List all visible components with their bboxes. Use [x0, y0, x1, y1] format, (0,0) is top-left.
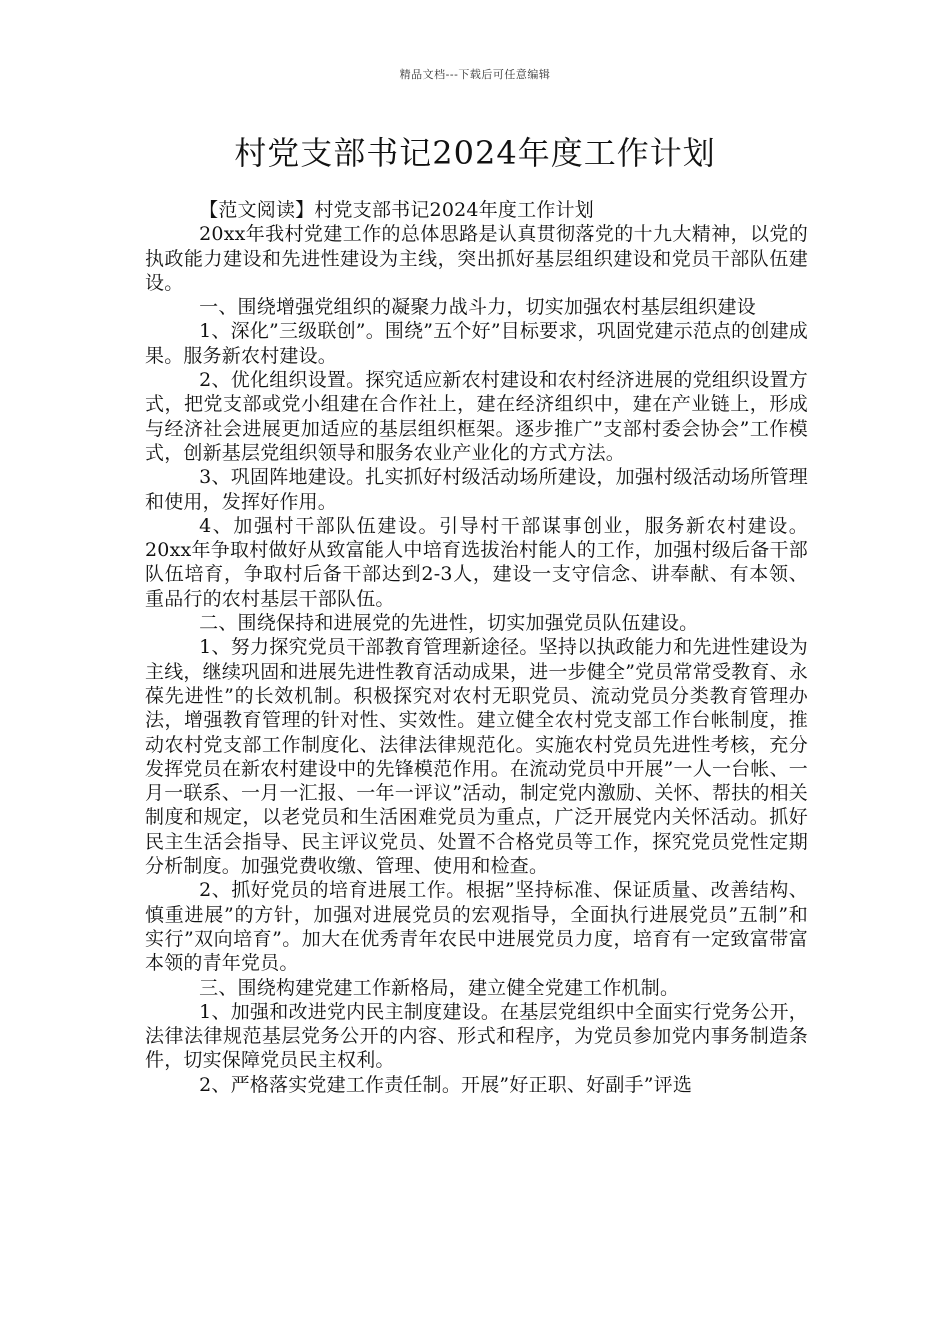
header-note: 精品文档---下载后可任意编辑	[399, 68, 551, 81]
document-body	[145, 198, 808, 1097]
paragraph-1-3: 3、巩固阵地建设。扎实抓好村级活动场所建设，加强村级活动场所管理和使用，发挥好作用。	[145, 466, 808, 513]
section-heading-3: 三、围绕构建党建工作新格局，建立健全党建工作机制。	[199, 976, 680, 999]
paragraph-2-2: 2、抓好党员的培育进展工作。根据”坚持标准、保证质量、改善结构、慎重进展”的方针，加强对进展党员的宏观指导，全面执行进展党员”五制”和实行”双向培育”。加大在优秀青年农民中进展党员力度，培育有一定致富带富本领的青年党员。	[145, 879, 808, 975]
paragraph-intro: 【范文阅读】村党支部书记2024年度工作计划	[199, 199, 594, 221]
paragraph-2-1: 1、努力探究党员干部教育管理新途径。坚持以执政能力和先进性建设为主线，继续巩固和进展先进性教育活动成果，进一步健全”党员常常受教育、永葆先进性”的长效机制。积极探究对农村无职党员、流动党员分类教育管理办法，增强教育管理的针对性、实效性。建立健全农村党支部工作台帐制度，推动农村党支部工作制度化、法律法律规范化。实施农村党员先进性考核，充分发挥党员在新农村建设中的先锋模范作用。在流动党员中开展”一人一台帐、一月一联系、一月一汇报、一年一评议”活动，制定党内激励、关怀、帮扶的相关制度和规定，以老党员和生活困难党员为重点，广泛开展党内关怀活动。抓好民主生活会指导、民主评议党员、处置不合格党员等工作，探究党员党性定期分析制度。加强党费收缴、管理、使用和检查。	[145, 636, 808, 878]
paragraph-1-4: 4、加强村干部队伍建设。引导村干部谋事创业，服务新农村建设。20xx年争取村做好从致富能人中培育选拔治村能人的工作，加强村级后备干部队伍培育，争取村后备干部达到2-3人，建设一支守信念、讲奉献、有本领、重品行的农村基层干部队伍。	[145, 514, 808, 610]
document-title: 村党支部书记2024年度工作计划	[234, 134, 716, 172]
paragraph-3-2: 2、严格落实党建工作责任制。开展”好正职、好副手”评选	[199, 1073, 693, 1096]
paragraph-1-2: 2、优化组织设置。探究适应新农村建设和农村经济进展的党组织设置方式，把党支部或党小组建在合作社上，建在经济组织中，建在产业链上，形成与经济社会进展更加适应的基层组织框架。逐步推广”支部村委会协会”工作模式，创新基层党组织领导和服务农业产业化的方式方法。	[145, 369, 808, 464]
section-heading-2: 二、围绕保持和进展党的先进性，切实加强党员队伍建设。	[199, 612, 699, 635]
paragraph-overview: 20xx年我村党建工作的总体思路是认真贯彻落党的十九大精神，以党的执政能力建设和先进性建设为主线，突出抓好基层组织建设和党员干部队伍建设。	[145, 223, 808, 294]
paragraph-1-1: 1、深化”三级联创”。围绕”五个好”目标要求，巩固党建示范点的创建成果。服务新农村建设。	[145, 320, 808, 367]
paragraph-3-1: 1、加强和改进党内民主制度建设。在基层党组织中全面实行党务公开，法律法律规范基层党务公开的内容、形式和程序，为党员参加党内事务制造条件，切实保障党员民主权利。	[145, 1000, 808, 1072]
section-heading-1: 一、围绕增强党组织的凝聚力战斗力，切实加强农村基层组织建设	[199, 296, 756, 319]
